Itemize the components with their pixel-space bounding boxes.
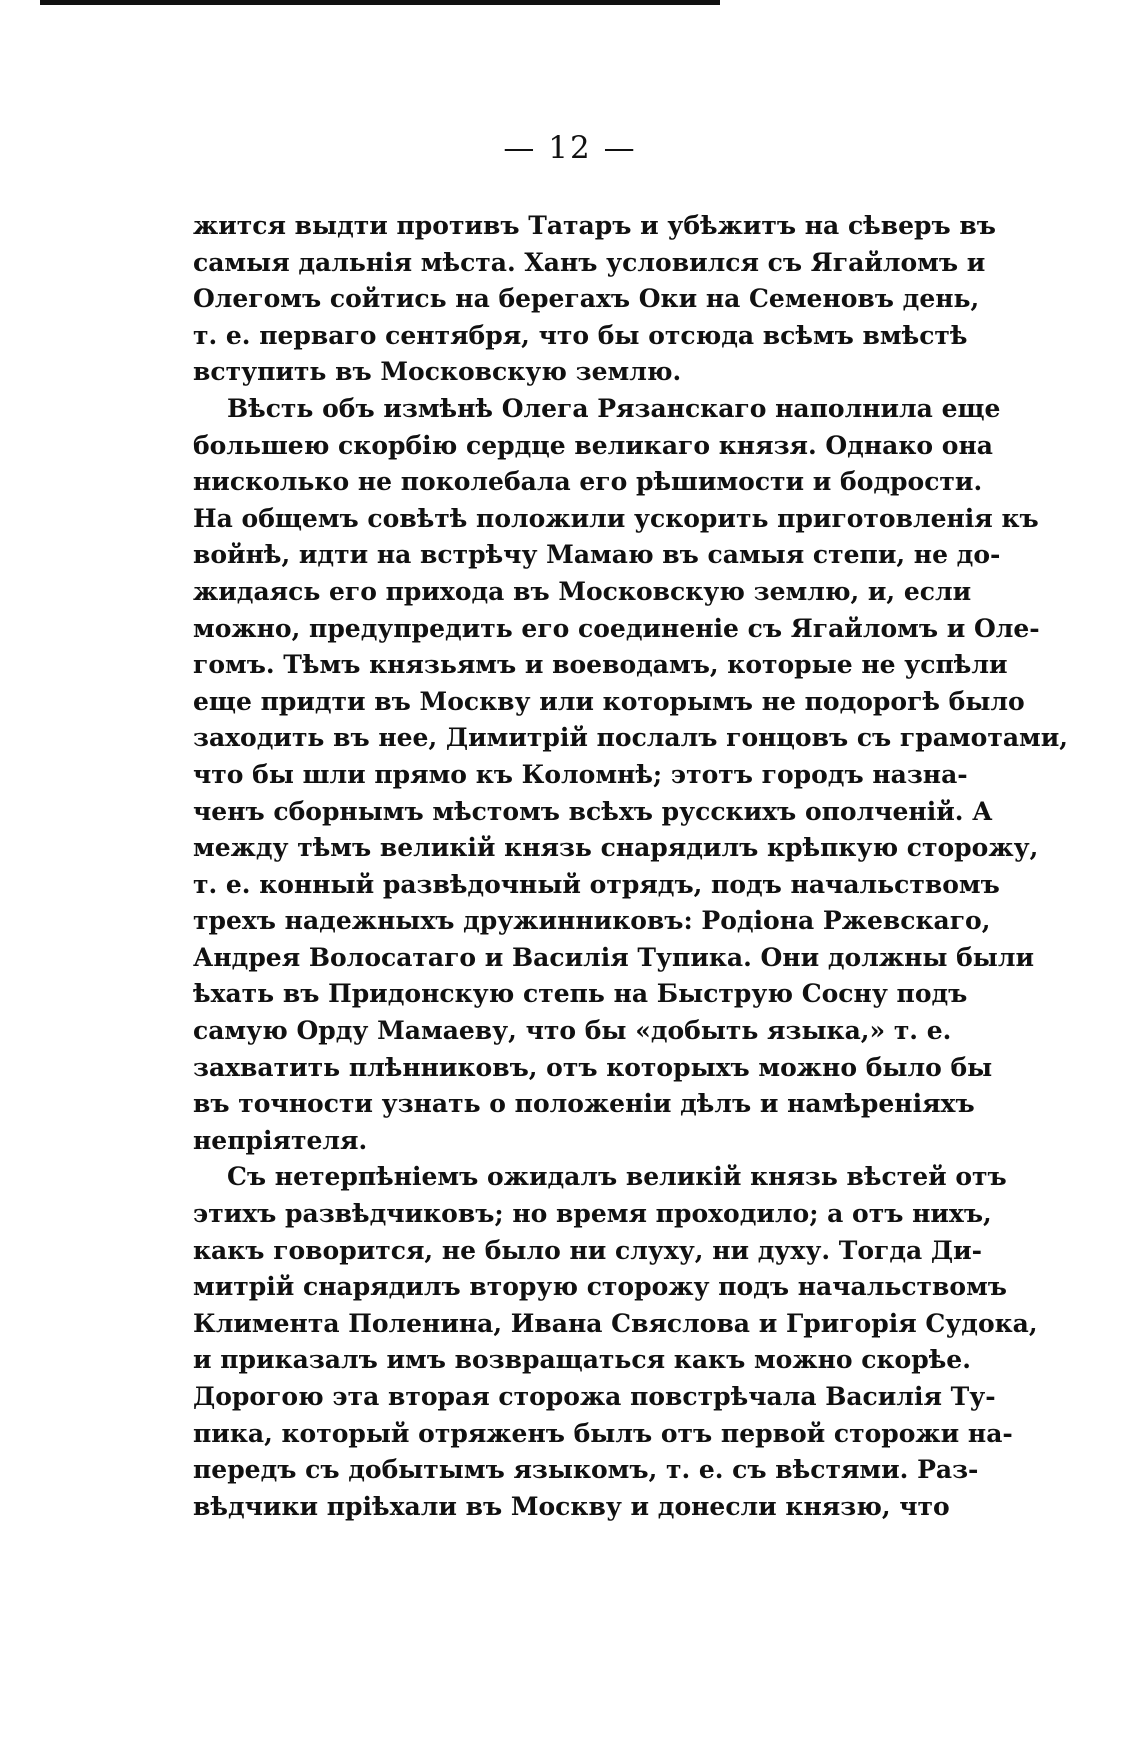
text-line: жится выдти противъ Татаръ и убѣжитъ на сѣверъ въ: [193, 211, 996, 240]
text-line: пика, который отряженъ былъ отъ первой сторожи на-: [193, 1418, 1013, 1448]
text-line: жидаясь его прихода въ Московскую землю, и, если: [193, 576, 972, 606]
paragraph: [193, 1159, 1038, 1525]
text-line: войнѣ, идти на встрѣчу Мамаю въ самыя степи, не до-: [193, 540, 1001, 570]
text-line: захватить плѣнниковъ, отъ которыхъ можно было бы: [193, 1052, 993, 1082]
text-line: ченъ сборнымъ мѣстомъ всѣхъ русскихъ ополченій. А: [193, 796, 993, 826]
text-line: передъ съ добытымъ языкомъ, т. е. съ вѣстями. Раз-: [193, 1455, 979, 1485]
text-line: митрій снарядилъ вторую сторожу подъ начальствомъ: [193, 1272, 1007, 1302]
page-number: — 12 —: [503, 130, 637, 166]
text-line: большею скорбію сердце великаго князя. Однако она: [193, 430, 993, 460]
text-line: Вѣсть объ измѣнѣ Олега Рязанскаго наполнила еще: [227, 393, 1001, 423]
text-line: нисколько не поколебала его рѣшимости и бодрости.: [193, 467, 983, 497]
text-line: самыя дальнія мѣста. Ханъ условился съ Ягайломъ и: [193, 247, 986, 277]
paragraph: [193, 391, 1068, 1159]
paragraph: [193, 208, 996, 391]
text-line: ѣхать въ Придонскую степь на Быструю Сосну подъ: [193, 979, 968, 1009]
text-line: какъ говорится, не было ни слуху, ни духу. Тогда Ди-: [193, 1235, 983, 1265]
text-line: гомъ. Тѣмъ князьямъ и воеводамъ, которые не успѣли: [193, 650, 1008, 680]
text-line: что бы шли прямо къ Коломнѣ; этотъ городъ назна-: [193, 759, 968, 789]
text-line: Олегомъ сойтись на берегахъ Оки на Семеновъ день,: [193, 284, 980, 314]
text-line: этихъ развѣдчиковъ; но время проходило; а отъ нихъ,: [193, 1199, 992, 1229]
text-line: Дорогою эта вторая сторожа повстрѣчала Василія Ту-: [193, 1382, 996, 1411]
body-text: [193, 208, 1068, 1525]
text-line: вѣдчики пріѣхали въ Москву и донесли князю, что: [193, 1491, 950, 1521]
text-line: непріятеля.: [193, 1125, 368, 1155]
top-border-rule: [40, 0, 720, 5]
text-line: и приказалъ имъ возвращаться какъ можно скорѣе.: [193, 1345, 971, 1375]
text-line: можно, предупредить его соединеніе съ Ягайломъ и Оле-: [193, 613, 1040, 643]
text-line: Климента Поленина, Ивана Свяслова и Григорія Судока,: [193, 1308, 1038, 1338]
text-line: т. е. конный развѣдочный отрядъ, подъ начальствомъ: [193, 869, 1000, 899]
text-line: между тѣмъ великій князь снарядилъ крѣпкую сторожу,: [193, 833, 1039, 863]
text-line: въ точности узнать о положеніи дѣлъ и намѣреніяхъ: [193, 1089, 975, 1119]
text-line: Андрея Волосатаго и Василія Тупика. Они должны были: [193, 942, 1035, 972]
text-line: трехъ надежныхъ дружинниковъ: Родіона Ржевскаго,: [193, 906, 991, 936]
text-line: Съ нетерпѣніемъ ожидалъ великій князь вѣстей отъ: [227, 1162, 1007, 1192]
text-line: На общемъ совѣтѣ положили ускорить приготовленія къ: [193, 503, 1039, 533]
text-line: вступить въ Московскую землю.: [193, 357, 682, 387]
text-line: т. е. перваго сентября, что бы отсюда всѣмъ вмѣстѣ: [193, 320, 968, 350]
text-line: еще придти въ Москву или которымъ не подорогѣ было: [193, 686, 1025, 716]
text-line: заходить въ нее, Димитрій послалъ гонцовъ съ грамотами,: [193, 723, 1068, 753]
text-line: самую Орду Мамаеву, что бы «добыть языка,» т. е.: [193, 1016, 952, 1046]
